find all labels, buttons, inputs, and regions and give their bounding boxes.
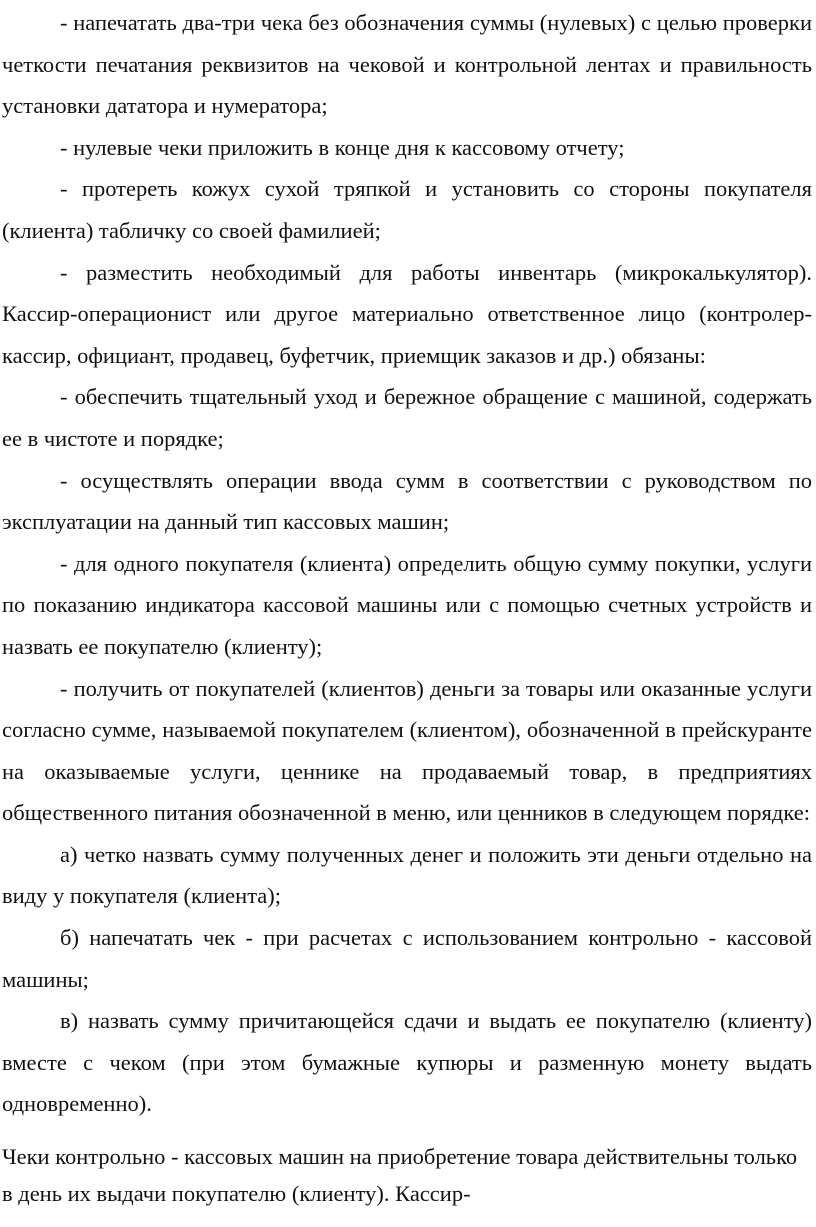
- paragraph-step-a: а) четко назвать сумму полученных денег и положить эти деньги отдельно на виду у покупателя (клиента);: [2, 841, 812, 909]
- paragraph-machine-care: - обеспечить тщательный уход и бережное обращение с машиной, содержать ее в чистоте и порядке;: [2, 384, 812, 451]
- paragraph-check-validity: Чеки контрольно - кассовых машин на приобретение товара действительны только в день их выдачи покупателю (клиенту). Кассир-: [2, 1144, 798, 1206]
- paragraph-step-b: б) напечатать чек - при расчетах с использованием контрольно - кассовой машины;: [2, 925, 812, 992]
- paragraph-zero-checks: - напечатать два-три чека без обозначения суммы (нулевых) с целью проверки четкости печатания реквизитов на чековой и контрольной лентах и правильность установки дататора и нумератора;: [2, 10, 812, 119]
- paragraph-place-inventory: - разместить необходимый для работы инвентарь (микрокалькулятор).: [60, 259, 812, 285]
- paragraph-input-operations: - осуществлять операции ввода сумм в соответствии с руководством по эксплуатации на данный тип кассовых машин;: [2, 467, 812, 535]
- paragraph-attach-zero-checks: - нулевые чеки приложить в конце дня к кассовому отчету;: [60, 134, 625, 160]
- document-body: [2, 2, 812, 1125]
- paragraph-wipe-cover: - протереть кожух сухой тряпкой и установить со стороны покупателя (клиента) табличку со своей фамилией;: [2, 176, 812, 243]
- paragraph-cashier-duties: Кассир-операционист или другое материально ответственное лицо (контролер-кассир, официант, продавец, буфетчик, приемщик заказов и др.) обязаны:: [2, 301, 812, 368]
- paragraph-step-c: в) назвать сумму причитающейся сдачи и выдать ее покупателю (клиенту) вместе с чеком (при этом бумажные купюры и разменную монету выдать одновременно).: [2, 1008, 812, 1117]
- paragraph-total-amount: - для одного покупателя (клиента) определить общую сумму покупки, услуги по показанию индикатора кассовой машины или с помощью счетных устройств и назвать ее покупателю (клиенту);: [2, 550, 812, 659]
- paragraph-receive-money: - получить от покупателей (клиентов) деньги за товары или оказанные услуги согласно сумме, называемой покупателем (клиентом), обозначенной в прейскуранте на оказываемые услуги, ценнике на продаваемый товар, в предприятиях общественного питания обозначенной в меню, или ценников в следующем порядке:: [2, 675, 812, 826]
- document-tail: [2, 1138, 802, 1212]
